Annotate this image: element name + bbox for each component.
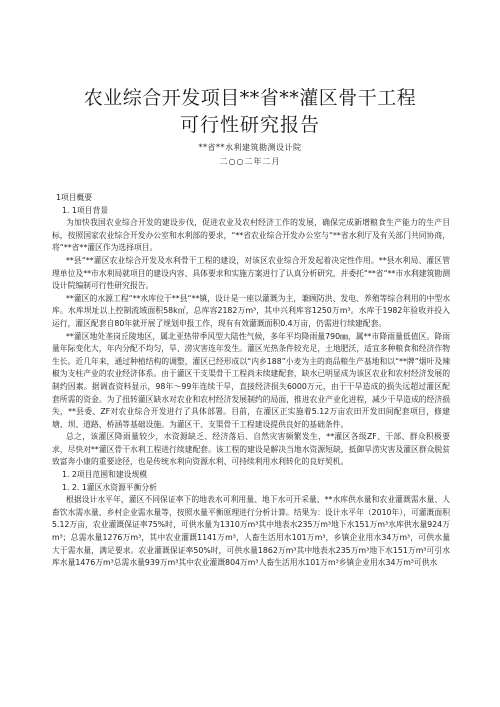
section-heading-1-2: 1. 2项目范围和建设规模 <box>62 470 148 480</box>
document-date: 二○○二年二月 <box>219 157 281 166</box>
document-body <box>52 192 450 570</box>
section-heading-1-2-1: 1. 2. 1灌区水资源平衡分析 <box>62 482 157 492</box>
section-heading-1: 1项目概要 <box>56 193 93 202</box>
paragraph: **县“**灌区农业综合开发及水利骨干工程的建设，对该区农业综合开发起着决定性作用。**县水利局、灌区管理单位及**市水利局就项目的建设内容、具体要求和实施方案进行了认真分析研究，并委托“**省“**市水利建筑勘测设计院编制可行性研究报告。 <box>52 255 450 291</box>
paragraph: **灌区的水源工程“**水库位于**县“**镇，设计是一座以灌溉为主，兼顾防洪、发电、养殖等综合利用的中型水库。水库坝址以上控制流域面积58k㎡，总库容2182万m³，其中兴利库容1250万m³。水库于1982年验收并投入运行，灌区配套自80年就开展了规划申报工作，现有有效灌溉面积0.4万亩，仍需进行续建配套。 <box>52 293 450 328</box>
paragraph: 总之，该灌区降雨量较少，水资源缺乏、经济落后、自然灾害频繁发生，**灌区各级ZF、干部、群众积极要求，尽快对**灌区骨干水利工程进行续建配套。该工程的建设是解决当地水资源短缺，抵御旱涝灾害及灌区群众脱贫致富奔小康的重要途径，也是传统水利向资源水利、可持续利用水利转化的良好契机。 <box>52 432 450 467</box>
paragraph: 为加快我国农业综合开发的建设步伐，促进农业及农村经济工作的发展，确保完成新增粮食生产能力的生产目标，按照国家农业综合开发办公室和水利部的要求，“**省农业综合开发办公室与“**省水利厅及有关部门共同协商，将“**省**灌区作为选择项目。 <box>52 218 450 253</box>
document-title: 农业综合开发项目**省**灌区骨干工程 <box>83 87 417 109</box>
organization-name: **省**水利建筑勘测设计院 <box>198 143 302 152</box>
section-heading-1-1: 1. 1项目背景 <box>62 205 109 215</box>
paragraph: **灌区地处垄岗丘陵地区，属北亚热带季风型大陆性气候，多年平均降雨量790㎜，属**市降雨量低值区。降雨量年际变化大，年内分配不均匀，旱、涝灾害连年发生。灌区光热条件较充足，土地肥沃，适宜多种粮食和经济作物生长。近几年来，通过种植结构的调整，灌区已经形成以“内乡188”小麦为主的商品粮生产基地和以“**牌”烟叶及辣椒为支柱产业的农业经济体系。由于灌区干支渠骨干工程尚未续建配套，缺水已明显成为该区农业和农村经济发展的制约因素。据调查资料显示，98年～99年连续干旱，直接经济损失6000万元，由于干旱造成的损失远超过灌区配套所需的资金。为了扭转灌区缺水对农业和农村经济发展制约的局面，推进农业产业化进程，减少干旱造成的经济损失，**县委、ZF对农业综合开发进行了具体部署。目前，在灌区正实施着5.12万亩农田开发田间配套项目，修建塘、坝、道路、桥涵等基础设施。为灌区干、支渠骨干工程建设提供良好的基础条件。 <box>52 331 450 429</box>
document-subtitle: 可行性研究报告 <box>179 114 320 136</box>
paragraph: 根据设计水平年，灌区不同保证率下的地表水可利用量、地下水可开采量、**水库供水量和农业灌溉需水量、人畜饮水需水量、乡村企业需水量等，按照水量平衡原理进行分析计算。结果为：设计水平年（2010年），可灌溉面积5.12万亩，农业灌溉保证率75%时，可供水量为1310万m³其中地表水235万m³地下水151万m³水库供水量924万m³；总需水量1276万m³，其中农业灌溉1141万m³，人畜生活用水101万m³，乡镇企业用水34万m³，可供水量大于需水量，满足要求。农业灌溉保证率50%时，可供水量1862万m³其中地表水235万m³地下水151万m³可引水库水量1476万m³总需水量939万m³其中农业灌溉804万m³人畜生活用水101万m³乡镇企业用水34万m³可供水 <box>52 495 450 568</box>
